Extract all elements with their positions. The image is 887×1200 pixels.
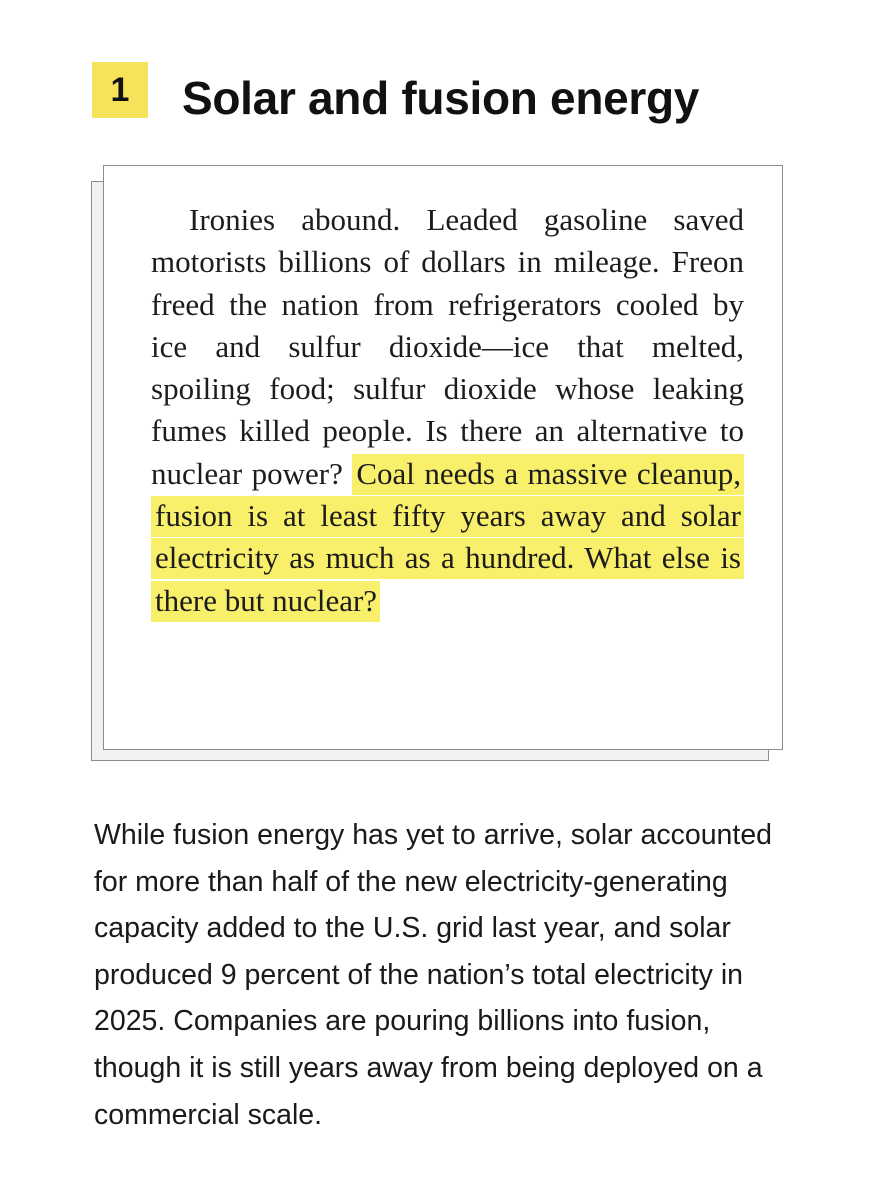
clipping-card [103,165,783,750]
section-title: Solar and fusion energy [182,72,700,124]
newspaper-clipping [91,165,785,765]
highlighted-passage: Coal needs a massive cleanup, fusion is at least fifty years away and solar electricity as much as a hundred. What else is there but nuclear? [151,454,744,622]
body-paragraph: While fusion energy has yet to arrive, solar accounted for more than half of the new electricity-generating capacity added to the U.S. grid last year, and solar produced 9 percent of the nation’s total electricity in 2025. Companies are pouring billions into fusion, though it is still years away from being deployed on a commercial scale. [94,819,773,1131]
clipping-text: Ironies abound. Leaded gasoline saved motorists billions of dollars in mileage. Freon freed the nation from refrigerators cooled by ice and sulfur dioxide—ice that melted, spoiling food; sulfur dioxide whose leaking fumes killed people. Is there an alternative to nuclear power? [151,202,744,491]
clipping-paragraph [151,199,744,622]
section-header [92,62,792,132]
section-number-badge: 1 [92,62,148,118]
